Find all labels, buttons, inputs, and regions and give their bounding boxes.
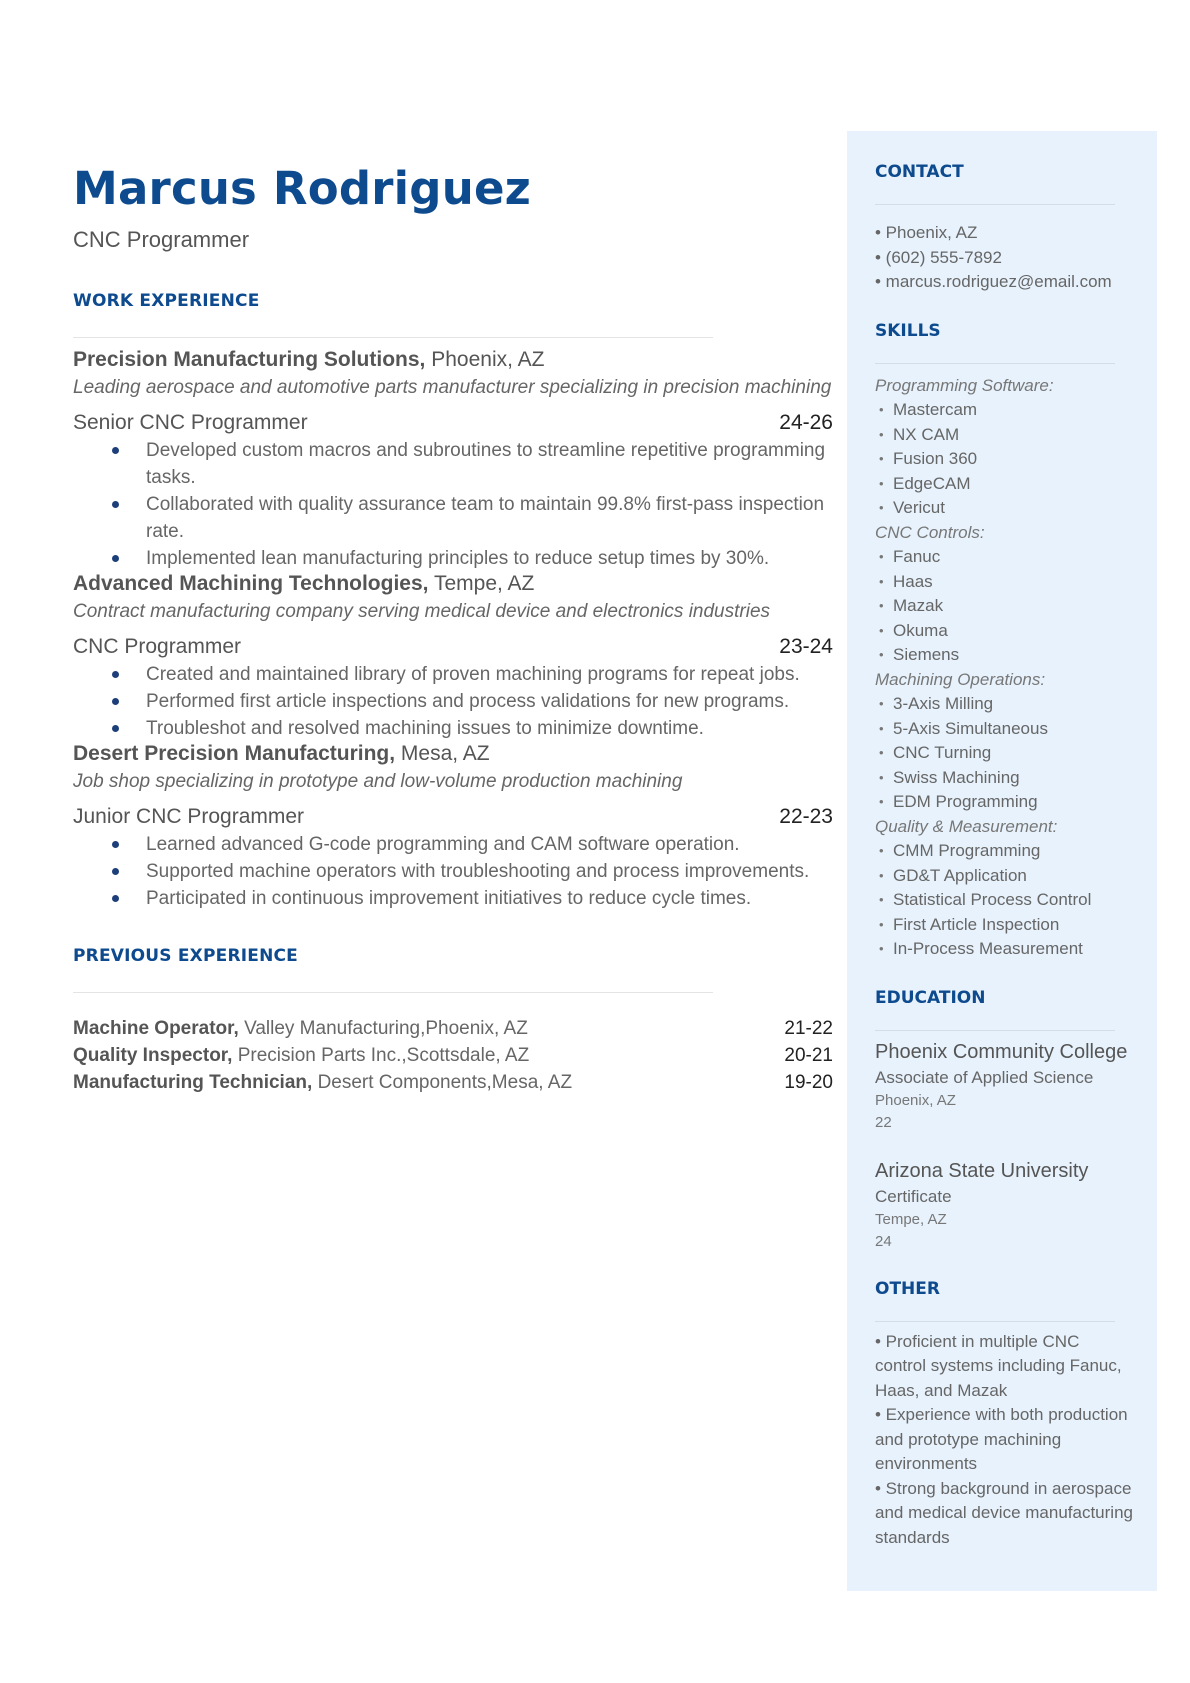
bullet-item: Collaborated with quality assurance team to maintain 99.8% first-pass inspection rate. <box>73 491 833 545</box>
job-dates: 24-26 <box>779 411 833 434</box>
previous-dates: 20-21 <box>784 1045 833 1066</box>
previous-item <box>73 1069 833 1096</box>
sidebar <box>847 131 1157 1591</box>
bullet-item: Created and maintained library of proven machining programs for repeat jobs. <box>73 661 833 688</box>
job-dates: 22-23 <box>779 805 833 828</box>
job-company-line <box>73 572 833 596</box>
education-heading: EDUCATION <box>875 987 986 1008</box>
job-description: Contract manufacturing company serving medical device and electronics industries <box>73 601 771 622</box>
education-degree: Associate of Applied Science <box>875 1067 1094 1087</box>
previous-role: Quality Inspector, <box>73 1045 233 1066</box>
previous-dates: 21-22 <box>784 1018 833 1039</box>
other-item: • Strong background in aerospace and medical device manufacturing standards <box>875 1478 1133 1547</box>
job-bullets <box>73 831 833 912</box>
sidebar-divider <box>875 204 1115 205</box>
job-role-row <box>73 805 833 829</box>
job-bullets <box>73 437 833 572</box>
job-role: Junior CNC Programmer <box>73 805 305 828</box>
skill-item: • In-Process Measurement <box>875 937 1135 962</box>
previous-item <box>73 1015 833 1042</box>
job-company: Desert Precision Manufacturing, <box>73 742 396 765</box>
previous-role: Manufacturing Technician, <box>73 1072 313 1093</box>
other-item: • Experience with both production and prototype machining environments <box>875 1405 1128 1473</box>
contact-heading: CONTACT <box>875 162 964 182</box>
bullet-item: Learned advanced G-code programming and CAM software operation. <box>73 831 833 858</box>
skills-heading: SKILLS <box>875 320 941 341</box>
skill-item: • Vericut <box>875 496 1135 521</box>
skill-category: Machining Operations: <box>875 669 1046 689</box>
previous-role: Machine Operator, <box>73 1018 239 1039</box>
job-location: Phoenix, AZ <box>431 348 545 371</box>
skill-item: • First Article Inspection <box>875 913 1135 938</box>
skill-item: • Okuma <box>875 619 1135 644</box>
job-company-line <box>73 348 833 372</box>
education-year: 22 <box>875 1113 892 1131</box>
skill-item: • 5-Axis Simultaneous <box>875 717 1135 742</box>
job-entry <box>73 348 833 572</box>
other-item: • Proficient in multiple CNC control systems including Fanuc, Haas, and Mazak <box>875 1331 1122 1400</box>
other-heading: OTHER <box>875 1278 940 1299</box>
previous-experience-heading: PREVIOUS EXPERIENCE <box>73 946 298 966</box>
skill-category: CNC Controls: <box>875 522 985 542</box>
section-divider <box>73 337 713 338</box>
candidate-name: Marcus Rodriguez <box>73 162 532 215</box>
bullet-item: Troubleshot and resolved machining issues to minimize downtime. <box>73 715 833 742</box>
previous-dates: 19-20 <box>784 1072 833 1093</box>
job-role: Senior CNC Programmer <box>73 411 308 434</box>
job-company-line <box>73 742 833 766</box>
contact-email: • marcus.rodriguez@email.com <box>875 272 1112 291</box>
skill-item: • Mastercam <box>875 398 1135 423</box>
job-role-row <box>73 411 833 435</box>
previous-detail: Valley Manufacturing,Phoenix, AZ <box>244 1018 528 1039</box>
contact-location: • Phoenix, AZ <box>875 223 978 242</box>
contact-phone: • (602) 555-7892 <box>875 247 1002 267</box>
education-location: Tempe, AZ <box>875 1210 947 1228</box>
section-divider <box>73 992 713 993</box>
education-year: 24 <box>875 1232 892 1250</box>
sidebar-divider <box>875 363 1115 364</box>
bullet-item: Participated in continuous improvement initiatives to reduce cycle times. <box>73 885 833 912</box>
bullet-item: Supported machine operators with troubleshooting and process improvements. <box>73 858 833 885</box>
skill-item: • Statistical Process Control <box>875 888 1135 913</box>
skill-item: • Fusion 360 <box>875 447 1135 472</box>
skill-item: • EdgeCAM <box>875 472 1135 497</box>
job-role: CNC Programmer <box>73 635 242 658</box>
job-company: Advanced Machining Technologies, <box>73 572 429 595</box>
previous-detail: Precision Parts Inc.,Scottsdale, AZ <box>237 1045 530 1066</box>
education-entry <box>875 1039 1135 1134</box>
skill-item: • CNC Turning <box>875 741 1135 766</box>
skill-item: • NX CAM <box>875 423 1135 448</box>
education-entry <box>875 1158 1135 1253</box>
skill-item: • GD&T Application <box>875 864 1135 889</box>
job-bullets <box>73 661 833 742</box>
sidebar-divider <box>875 1321 1115 1322</box>
job-description: Job shop specializing in prototype and low-volume production machining <box>73 771 683 792</box>
job-entry <box>73 742 833 912</box>
skill-item: • Swiss Machining <box>875 766 1135 791</box>
skill-item: • Haas <box>875 570 1135 595</box>
skill-item: • EDM Programming <box>875 790 1135 815</box>
skill-item: • CMM Programming <box>875 839 1135 864</box>
job-company: Precision Manufacturing Solutions, <box>73 348 426 371</box>
main-column <box>73 150 833 1096</box>
sidebar-divider <box>875 1030 1115 1031</box>
candidate-title: CNC Programmer <box>73 227 250 252</box>
skill-item: • 3-Axis Milling <box>875 692 1135 717</box>
sidebar-content <box>875 131 1135 1550</box>
skill-item: • Mazak <box>875 594 1135 619</box>
bullet-item: Implemented lean manufacturing principles to reduce setup times by 30%. <box>73 545 833 572</box>
education-degree: Certificate <box>875 1186 952 1206</box>
job-dates: 23-24 <box>779 635 833 658</box>
job-location: Tempe, AZ <box>433 572 535 595</box>
previous-item <box>73 1042 833 1069</box>
bullet-item: Developed custom macros and subroutines to streamline repetitive programming tasks. <box>73 437 833 491</box>
previous-detail: Desert Components,Mesa, AZ <box>317 1072 573 1093</box>
job-location: Mesa, AZ <box>400 742 490 765</box>
skill-item: • Fanuc <box>875 545 1135 570</box>
skill-category: Quality & Measurement: <box>875 816 1058 836</box>
skill-item: • Siemens <box>875 643 1135 668</box>
education-school: Arizona State University <box>875 1159 1089 1182</box>
job-entry <box>73 572 833 742</box>
job-role-row <box>73 635 833 659</box>
education-school: Phoenix Community College <box>875 1040 1128 1063</box>
bullet-item: Performed first article inspections and process validations for new programs. <box>73 688 833 715</box>
work-experience-heading: WORK EXPERIENCE <box>73 291 260 311</box>
skill-category: Programming Software: <box>875 375 1054 395</box>
job-description: Leading aerospace and automotive parts manufacturer specializing in precision machining <box>73 377 832 398</box>
education-location: Phoenix, AZ <box>875 1091 956 1109</box>
